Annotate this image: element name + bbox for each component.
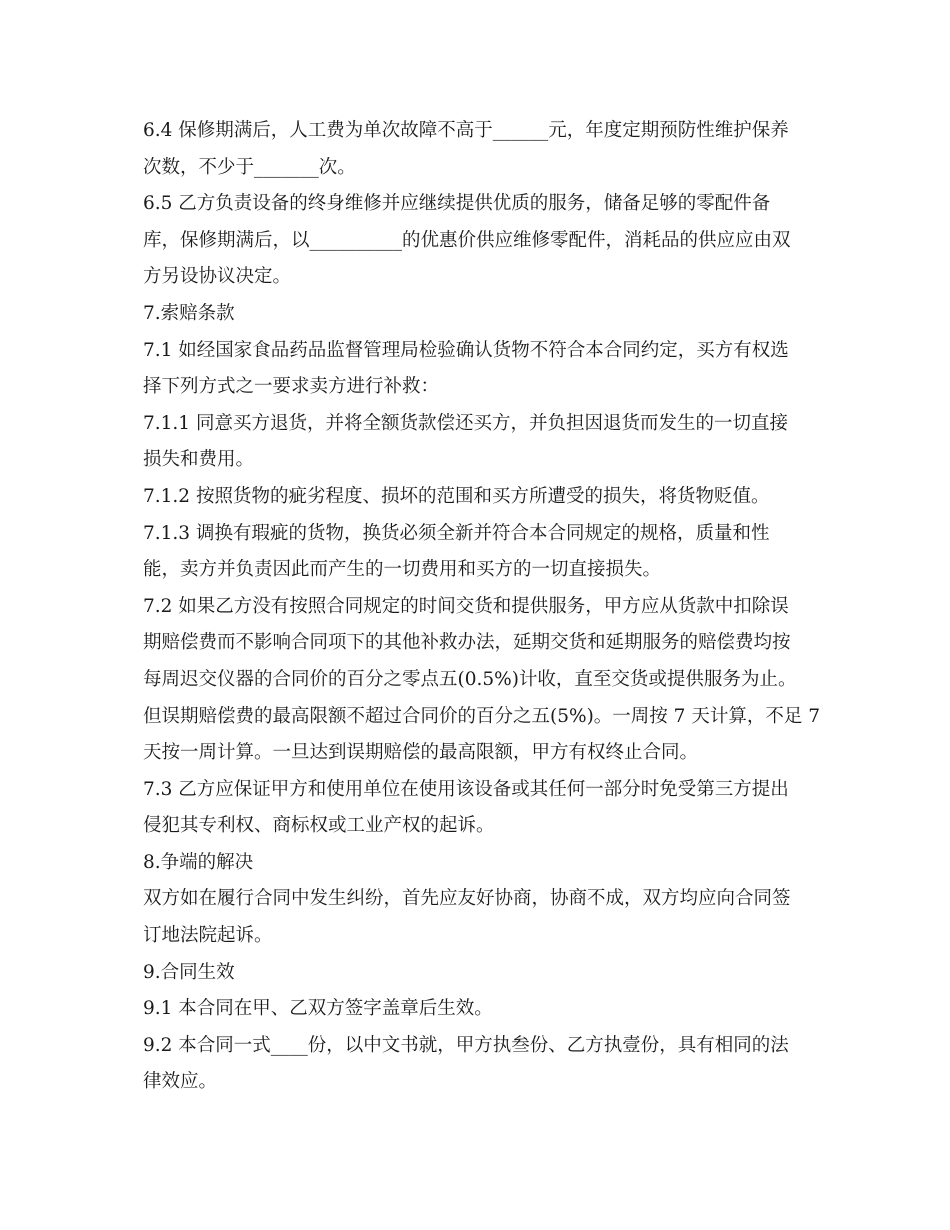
text-line: 每周迟交仪器的合同价的百分之零点五(0.5%)计收，直至交货或提供服务为止。 (143, 668, 797, 690)
text-line: 9.2 本合同一式____份，以中文书就，甲方执叁份、乙方执壹份，具有相同的法 (143, 1034, 789, 1056)
clause-7-1 (143, 333, 813, 406)
clause-8-body (143, 881, 813, 954)
text-line: 9.合同生效 (143, 961, 235, 983)
text-line: 9.1 本合同在甲、乙双方签字盖章后生效。 (143, 998, 493, 1020)
clause-7-1-1 (143, 406, 813, 479)
text-line: 7.1.3 调换有瑕疵的货物，换货必须全新并符合本合同规定的规格，质量和性 (143, 522, 770, 544)
text-line: 侵犯其专利权、商标权或工业产权的起诉。 (143, 815, 495, 837)
section-heading-7 (143, 296, 813, 333)
clause-7-1-2 (143, 479, 813, 516)
text-line: 6.5 乙方负责设备的终身维修并应继续提供优质的服务，储备足够的零配件备 (143, 193, 771, 215)
text-line: 7.1.2 按照货物的疵劣程度、损坏的范围和买方所遭受的损失，将货物贬值。 (143, 485, 770, 507)
clause-7-2 (143, 589, 820, 772)
text-line: 能，卖方并负责因此而产生的一切费用和买方的一切直接损失。 (143, 559, 662, 581)
clause-6-4 (143, 113, 813, 186)
document-body (143, 113, 820, 1101)
text-line: 双方如在履行合同中发生纠纷，首先应友好协商，协商不成，双方均应向合同签 (143, 888, 791, 910)
section-heading-8 (143, 845, 813, 882)
clause-6-5 (143, 186, 813, 296)
clause-9-2 (143, 1028, 813, 1101)
text-line: 订地法院起诉。 (143, 925, 273, 947)
text-line: 损失和费用。 (143, 449, 255, 471)
text-line: 次数，不少于_______次。 (143, 156, 356, 178)
section-heading-9 (143, 955, 813, 992)
text-line: 7.索赔条款 (143, 302, 235, 324)
text-line: 7.2 如果乙方没有按照合同规定的时间交货和提供服务，甲方应从货款中扣除误 (143, 595, 789, 617)
clause-7-3 (143, 772, 813, 845)
text-line: 但误期赔偿费的最高限额不超过合同价的百分之五(5%)。一周按 7 天计算，不足 7 (143, 705, 820, 727)
text-line: 8.争端的解决 (143, 851, 254, 873)
text-line: 7.1.1 同意买方退货，并将全额货款偿还买方，并负担因退货而发生的一切直接 (143, 412, 788, 434)
clause-7-1-3 (143, 516, 813, 589)
text-line: 7.1 如经国家食品药品监督管理局检验确认货物不符合本合同约定，买方有权选 (143, 339, 789, 361)
text-line: 天按一周计算。一旦达到误期赔偿的最高限额，甲方有权终止合同。 (143, 742, 699, 764)
text-line: 期赔偿费而不影响合同项下的其他补救办法，延期交货和延期服务的赔偿费均按 (143, 632, 791, 654)
text-line: 6.4 保修期满后，人工费为单次故障不高于______元，年度定期预防性维护保养 (143, 120, 789, 141)
text-line: 方另设协议决定。 (143, 266, 292, 288)
text-line: 律效应。 (143, 1071, 218, 1093)
text-line: 7.3 乙方应保证甲方和使用单位在使用该设备或其任何一部分时免受第三方提出 (143, 778, 789, 800)
text-line: 库，保修期满后，以__________的优惠价供应维修零配件，消耗品的供应应由双 (143, 229, 791, 251)
text-line: 择下列方式之一要求卖方进行补救： (143, 376, 440, 398)
clause-9-1 (143, 991, 813, 1028)
